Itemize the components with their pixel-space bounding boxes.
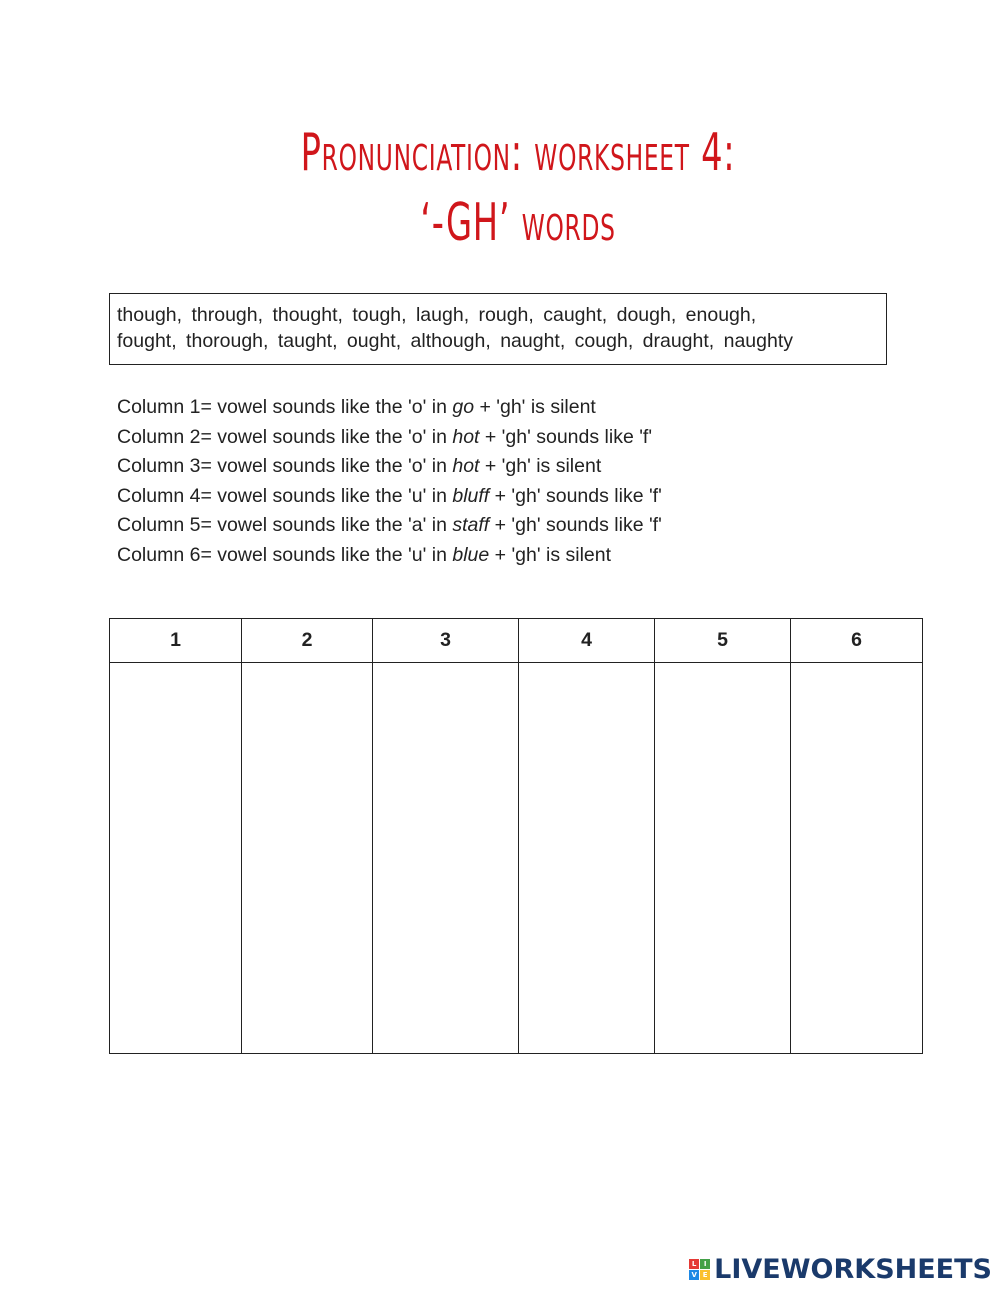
word-bank-line-1: though, through, thought, tough, laugh, rough, caught, dough, enough, bbox=[117, 304, 757, 326]
legend-line-6 bbox=[117, 541, 662, 571]
title-line-2: ‘-GH’ words bbox=[420, 193, 616, 253]
legend-line-5 bbox=[117, 511, 662, 541]
column-header-4: 4 bbox=[519, 619, 655, 663]
logo-tile: I bbox=[700, 1259, 710, 1269]
logo-tile: E bbox=[700, 1270, 710, 1280]
legend-example-word: blue bbox=[452, 543, 490, 566]
answer-drop-zone-6[interactable] bbox=[791, 663, 923, 1054]
brand-name: LIVEWORKSHEETS bbox=[714, 1254, 992, 1285]
legend-text: Column 5= vowel sounds like the 'a' in bbox=[117, 514, 453, 536]
column-header-1: 1 bbox=[110, 619, 242, 663]
legend-text: + 'gh' is silent bbox=[479, 455, 602, 477]
logo-tile: L bbox=[689, 1259, 699, 1269]
legend-example-word: hot bbox=[452, 455, 480, 477]
column-header-2: 2 bbox=[242, 619, 373, 663]
legend-example-word: staff bbox=[452, 514, 490, 536]
legend-line-4 bbox=[117, 482, 662, 512]
answer-drop-zone-3[interactable] bbox=[373, 663, 519, 1054]
legend-text: Column 6= vowel sounds like the 'u' in bbox=[117, 543, 453, 566]
answer-row bbox=[110, 663, 923, 1054]
legend-text: Column 4= vowel sounds like the 'u' in bbox=[117, 484, 453, 507]
legend-line-1 bbox=[117, 393, 662, 423]
legend-example-word: go bbox=[452, 396, 475, 418]
legend-text: Column 3= vowel sounds like the 'o' in bbox=[117, 455, 453, 477]
logo-tile: V bbox=[689, 1270, 699, 1280]
legend-text: + 'gh' is silent bbox=[489, 543, 612, 566]
legend-text: + 'gh' is silent bbox=[474, 396, 596, 418]
legend-text: + 'gh' sounds like 'f' bbox=[479, 425, 653, 448]
legend-line-2 bbox=[117, 423, 662, 453]
liveworksheets-brand bbox=[689, 1254, 992, 1285]
legend-text: + 'gh' sounds like 'f' bbox=[489, 514, 662, 536]
answer-drop-zone-5[interactable] bbox=[655, 663, 791, 1054]
legend-line-3 bbox=[117, 452, 662, 482]
answer-drop-zone-2[interactable] bbox=[242, 663, 373, 1054]
answer-drop-zone-1[interactable] bbox=[110, 663, 242, 1054]
sorting-table bbox=[109, 618, 923, 1054]
word-bank bbox=[109, 293, 887, 365]
legend-example-word: hot bbox=[452, 425, 480, 448]
legend-text: Column 2= vowel sounds like the 'o' in bbox=[117, 425, 453, 448]
worksheet-title bbox=[0, 118, 1000, 258]
liveworksheets-logo-icon bbox=[689, 1259, 710, 1280]
word-bank-line-2: fought, thorough, taught, ought, although, naught, cough, draught, naughty bbox=[117, 330, 794, 352]
column-header-5: 5 bbox=[655, 619, 791, 663]
title-line-1: Pronunciation: worksheet 4: bbox=[300, 123, 736, 183]
legend-example-word: bluff bbox=[452, 484, 490, 507]
table-header-row bbox=[110, 619, 923, 663]
column-legend bbox=[117, 393, 662, 570]
column-header-3: 3 bbox=[373, 619, 519, 663]
column-header-6: 6 bbox=[791, 619, 923, 663]
legend-text: + 'gh' sounds like 'f' bbox=[489, 484, 662, 507]
answer-drop-zone-4[interactable] bbox=[519, 663, 655, 1054]
legend-text: Column 1= vowel sounds like the 'o' in bbox=[117, 396, 453, 418]
